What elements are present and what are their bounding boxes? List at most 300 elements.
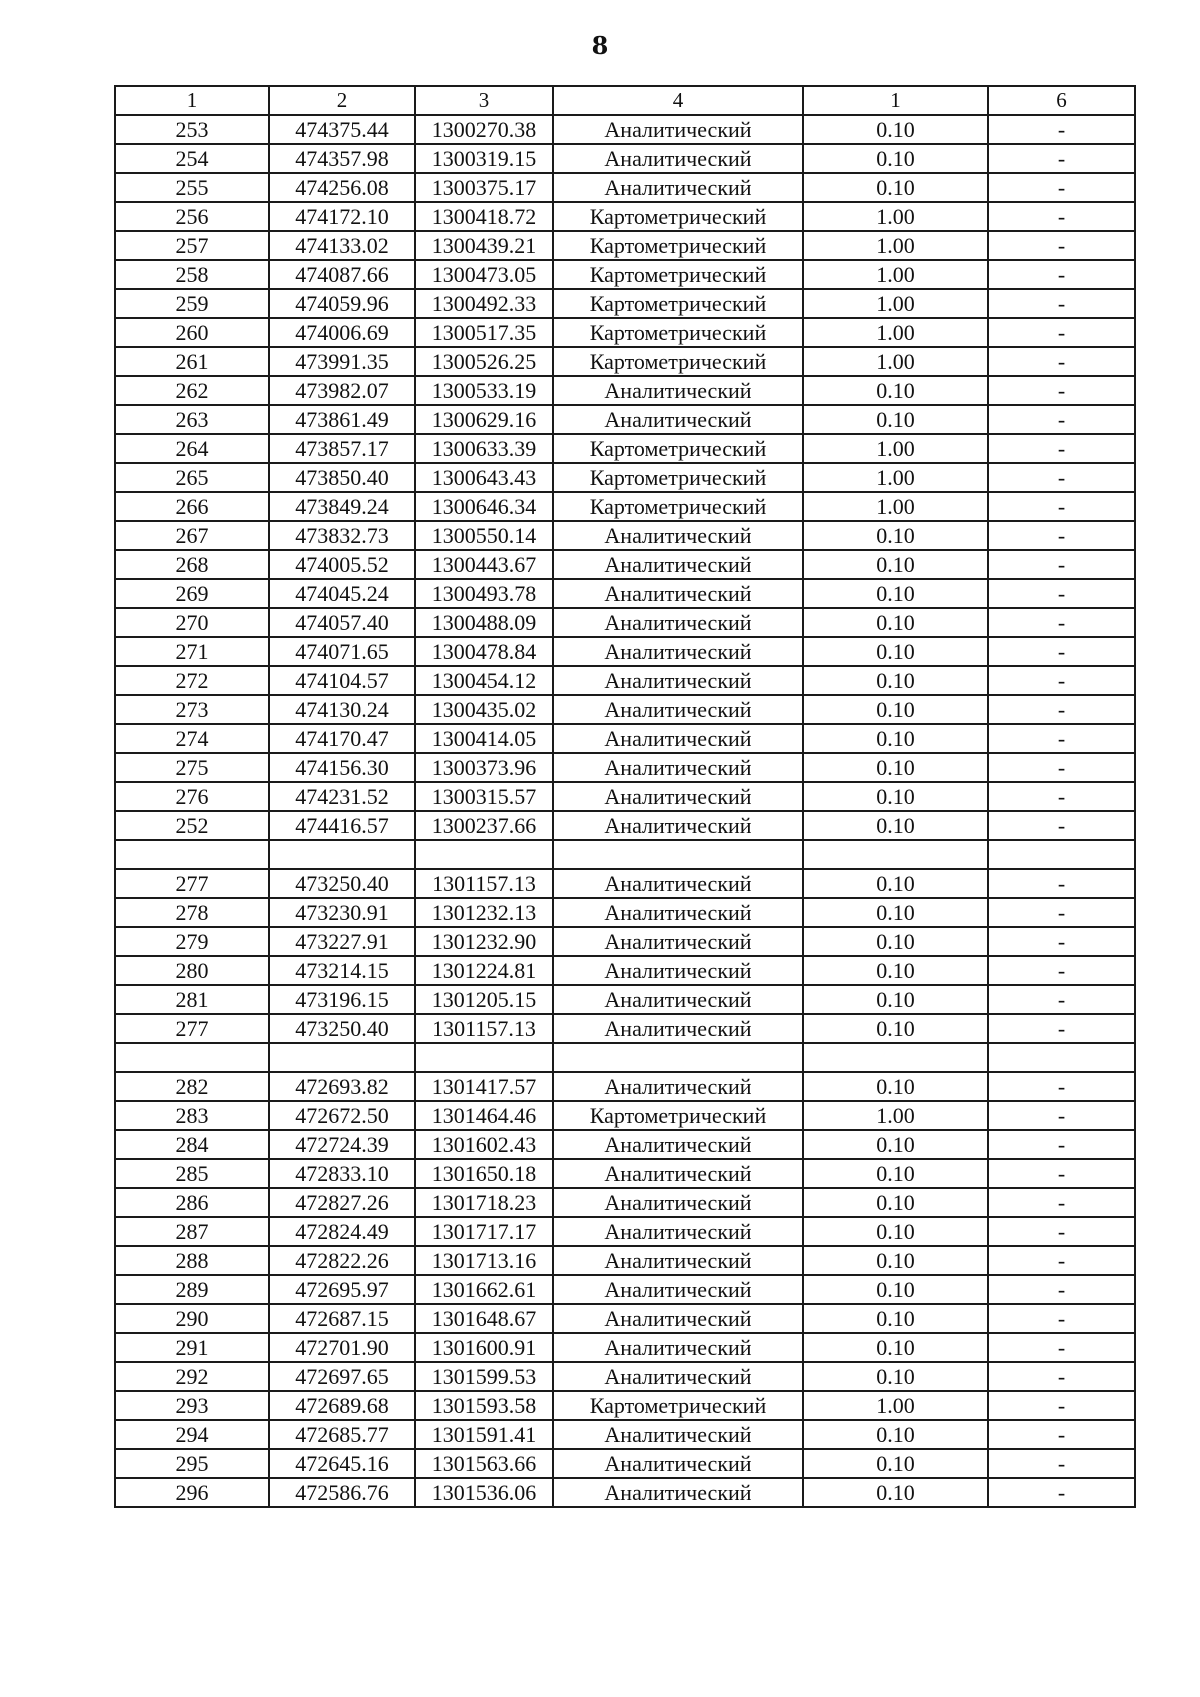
table-row [115,318,1135,347]
point-number-cell: 260 [115,318,269,347]
accuracy-cell: 0.10 [803,927,988,956]
point-number-cell: 289 [115,1275,269,1304]
x-coordinate-cell: 473227.91 [269,927,415,956]
accuracy-cell: 0.10 [803,811,988,840]
y-coordinate-cell: 1300492.33 [415,289,553,318]
method-cell: Аналитический [553,1449,803,1478]
accuracy-cell: 0.10 [803,985,988,1014]
point-number-cell: 283 [115,1101,269,1130]
point-number-cell: 293 [115,1391,269,1420]
table-row [115,782,1135,811]
accuracy-cell: 0.10 [803,1188,988,1217]
column-header-5: 1 [803,86,988,115]
point-number-cell: 264 [115,434,269,463]
accuracy-cell: 0.10 [803,579,988,608]
method-cell: Картометрический [553,434,803,463]
accuracy-cell: 0.10 [803,173,988,202]
method-cell: Аналитический [553,985,803,1014]
x-coordinate-cell: 474057.40 [269,608,415,637]
method-cell: Аналитический [553,1333,803,1362]
accuracy-cell: 1.00 [803,318,988,347]
point-number-cell: 277 [115,1014,269,1043]
y-coordinate-cell: 1301602.43 [415,1130,553,1159]
x-coordinate-cell: 474059.96 [269,289,415,318]
method-cell: Аналитический [553,1246,803,1275]
point-number-cell: 281 [115,985,269,1014]
point-number-cell: 252 [115,811,269,840]
point-number-cell: 273 [115,695,269,724]
note-cell: - [988,231,1135,260]
x-coordinate-cell: 474104.57 [269,666,415,695]
method-cell: Аналитический [553,1188,803,1217]
accuracy-cell: 0.10 [803,724,988,753]
method-cell: Аналитический [553,666,803,695]
note-cell: - [988,753,1135,782]
header-row [115,86,1135,115]
point-number-cell: 267 [115,521,269,550]
accuracy-cell: 0.10 [803,1217,988,1246]
point-number-cell: 280 [115,956,269,985]
table-row [115,347,1135,376]
accuracy-cell: 0.10 [803,956,988,985]
x-coordinate-cell: 474071.65 [269,637,415,666]
table-row [115,956,1135,985]
x-coordinate-cell: 472697.65 [269,1362,415,1391]
y-coordinate-cell: 1300454.12 [415,666,553,695]
y-coordinate-cell: 1300237.66 [415,811,553,840]
y-coordinate-cell: 1301717.17 [415,1217,553,1246]
y-coordinate-cell: 1300414.05 [415,724,553,753]
x-coordinate-cell: 474156.30 [269,753,415,782]
y-coordinate-cell: 1301648.67 [415,1304,553,1333]
x-coordinate-cell: 474087.66 [269,260,415,289]
y-coordinate-cell: 1301662.61 [415,1275,553,1304]
note-cell: - [988,637,1135,666]
y-coordinate-cell: 1301600.91 [415,1333,553,1362]
y-coordinate-cell: 1300315.57 [415,782,553,811]
table-row [115,202,1135,231]
table-row [115,1188,1135,1217]
method-cell: Аналитический [553,782,803,811]
method-cell [553,1043,803,1072]
accuracy-cell: 0.10 [803,405,988,434]
point-number-cell: 261 [115,347,269,376]
x-coordinate-cell: 472645.16 [269,1449,415,1478]
note-cell: - [988,1101,1135,1130]
accuracy-cell: 1.00 [803,289,988,318]
method-cell: Аналитический [553,869,803,898]
accuracy-cell: 0.10 [803,666,988,695]
y-coordinate-cell: 1300373.96 [415,753,553,782]
y-coordinate-cell: 1300375.17 [415,173,553,202]
x-coordinate-cell: 473214.15 [269,956,415,985]
separator-row [115,1043,1135,1072]
method-cell: Картометрический [553,202,803,231]
note-cell: - [988,318,1135,347]
y-coordinate-cell: 1301157.13 [415,1014,553,1043]
table-row [115,1420,1135,1449]
accuracy-cell: 0.10 [803,1478,988,1507]
method-cell: Картометрический [553,1391,803,1420]
y-coordinate-cell: 1300493.78 [415,579,553,608]
note-cell: - [988,1072,1135,1101]
table-row [115,115,1135,144]
note-cell: - [988,811,1135,840]
y-coordinate-cell: 1300646.34 [415,492,553,521]
method-cell: Аналитический [553,550,803,579]
method-cell: Аналитический [553,115,803,144]
accuracy-cell: 0.10 [803,1304,988,1333]
y-coordinate-cell: 1300517.35 [415,318,553,347]
method-cell: Аналитический [553,1072,803,1101]
method-cell: Аналитический [553,1420,803,1449]
point-number-cell: 287 [115,1217,269,1246]
note-cell: - [988,463,1135,492]
note-cell: - [988,1014,1135,1043]
accuracy-cell: 0.10 [803,521,988,550]
note-cell: - [988,347,1135,376]
table-row [115,1072,1135,1101]
note-cell: - [988,144,1135,173]
x-coordinate-cell: 472689.68 [269,1391,415,1420]
y-coordinate-cell: 1301713.16 [415,1246,553,1275]
y-coordinate-cell: 1300629.16 [415,405,553,434]
point-number-cell: 256 [115,202,269,231]
note-cell: - [988,202,1135,231]
y-coordinate-cell: 1301232.90 [415,927,553,956]
y-coordinate-cell: 1300526.25 [415,347,553,376]
x-coordinate-cell: 472586.76 [269,1478,415,1507]
accuracy-cell: 0.10 [803,1362,988,1391]
table-row [115,579,1135,608]
point-number-cell: 272 [115,666,269,695]
method-cell: Аналитический [553,1478,803,1507]
x-coordinate-cell: 472824.49 [269,1217,415,1246]
point-number-cell: 265 [115,463,269,492]
note-cell: - [988,1159,1135,1188]
point-number-cell: 255 [115,173,269,202]
table-row [115,144,1135,173]
table-row [115,521,1135,550]
note-cell: - [988,898,1135,927]
x-coordinate-cell [269,1043,415,1072]
point-number-cell: 263 [115,405,269,434]
accuracy-cell [803,840,988,869]
note-cell: - [988,927,1135,956]
y-coordinate-cell [415,840,553,869]
x-coordinate-cell: 474130.24 [269,695,415,724]
method-cell: Аналитический [553,753,803,782]
y-coordinate-cell: 1301417.57 [415,1072,553,1101]
note-cell: - [988,579,1135,608]
table-row [115,1333,1135,1362]
table-row [115,608,1135,637]
y-coordinate-cell: 1301224.81 [415,956,553,985]
table-row [115,231,1135,260]
method-cell: Аналитический [553,956,803,985]
method-cell: Картометрический [553,318,803,347]
x-coordinate-cell: 472827.26 [269,1188,415,1217]
method-cell: Аналитический [553,608,803,637]
point-number-cell: 254 [115,144,269,173]
accuracy-cell: 0.10 [803,1246,988,1275]
method-cell: Аналитический [553,1014,803,1043]
accuracy-cell: 0.10 [803,695,988,724]
accuracy-cell: 0.10 [803,1333,988,1362]
point-number-cell: 278 [115,898,269,927]
method-cell: Аналитический [553,376,803,405]
method-cell: Аналитический [553,927,803,956]
y-coordinate-cell: 1301464.46 [415,1101,553,1130]
table-row [115,1159,1135,1188]
method-cell: Аналитический [553,637,803,666]
accuracy-cell: 0.10 [803,376,988,405]
table-row [115,1449,1135,1478]
note-cell: - [988,985,1135,1014]
method-cell: Аналитический [553,405,803,434]
note-cell: - [988,376,1135,405]
y-coordinate-cell: 1301205.15 [415,985,553,1014]
point-number-cell: 277 [115,869,269,898]
y-coordinate-cell: 1300270.38 [415,115,553,144]
note-cell: - [988,695,1135,724]
y-coordinate-cell: 1300473.05 [415,260,553,289]
accuracy-cell: 0.10 [803,1275,988,1304]
column-header-2: 2 [269,86,415,115]
table-row [115,1130,1135,1159]
x-coordinate-cell: 474375.44 [269,115,415,144]
accuracy-cell: 1.00 [803,434,988,463]
accuracy-cell: 1.00 [803,1101,988,1130]
accuracy-cell: 1.00 [803,260,988,289]
method-cell: Аналитический [553,695,803,724]
point-number-cell: 288 [115,1246,269,1275]
y-coordinate-cell [415,1043,553,1072]
note-cell: - [988,956,1135,985]
table-row [115,724,1135,753]
table-row [115,869,1135,898]
note-cell: - [988,405,1135,434]
table-row [115,289,1135,318]
y-coordinate-cell: 1300478.84 [415,637,553,666]
x-coordinate-cell: 473230.91 [269,898,415,927]
table-row [115,1391,1135,1420]
x-coordinate-cell: 474005.52 [269,550,415,579]
y-coordinate-cell: 1300488.09 [415,608,553,637]
y-coordinate-cell: 1301718.23 [415,1188,553,1217]
point-number-cell: 270 [115,608,269,637]
x-coordinate-cell: 472701.90 [269,1333,415,1362]
x-coordinate-cell: 473857.17 [269,434,415,463]
x-coordinate-cell: 472685.77 [269,1420,415,1449]
x-coordinate-cell: 473832.73 [269,521,415,550]
accuracy-cell: 0.10 [803,782,988,811]
note-cell: - [988,869,1135,898]
note-cell: - [988,1333,1135,1362]
point-number-cell: 279 [115,927,269,956]
note-cell: - [988,1275,1135,1304]
method-cell: Картометрический [553,260,803,289]
table-row [115,405,1135,434]
point-number-cell: 268 [115,550,269,579]
point-number-cell [115,1043,269,1072]
table-row [115,753,1135,782]
point-number-cell: 266 [115,492,269,521]
x-coordinate-cell: 473196.15 [269,985,415,1014]
table-row [115,985,1135,1014]
point-number-cell: 295 [115,1449,269,1478]
x-coordinate-cell: 472672.50 [269,1101,415,1130]
table-row [115,927,1135,956]
note-cell: - [988,1362,1135,1391]
note-cell: - [988,1246,1135,1275]
point-number-cell: 282 [115,1072,269,1101]
y-coordinate-cell: 1300418.72 [415,202,553,231]
accuracy-cell: 0.10 [803,898,988,927]
table-body [115,115,1135,1507]
method-cell: Аналитический [553,898,803,927]
x-coordinate-cell: 474231.52 [269,782,415,811]
note-cell: - [988,1478,1135,1507]
table-row [115,811,1135,840]
table-row [115,898,1135,927]
y-coordinate-cell: 1301563.66 [415,1449,553,1478]
point-number-cell: 294 [115,1420,269,1449]
point-number-cell: 296 [115,1478,269,1507]
accuracy-cell: 0.10 [803,637,988,666]
table-row [115,1246,1135,1275]
table-row [115,260,1135,289]
note-cell: - [988,1217,1135,1246]
point-number-cell: 275 [115,753,269,782]
x-coordinate-cell: 472833.10 [269,1159,415,1188]
table-row [115,1478,1135,1507]
accuracy-cell: 1.00 [803,1391,988,1420]
method-cell: Аналитический [553,579,803,608]
x-coordinate-cell: 473861.49 [269,405,415,434]
x-coordinate-cell: 473849.24 [269,492,415,521]
method-cell: Аналитический [553,724,803,753]
y-coordinate-cell: 1301599.53 [415,1362,553,1391]
point-number-cell: 257 [115,231,269,260]
x-coordinate-cell: 474172.10 [269,202,415,231]
note-cell: - [988,1420,1135,1449]
table-row [115,492,1135,521]
method-cell: Картометрический [553,1101,803,1130]
y-coordinate-cell: 1300643.43 [415,463,553,492]
x-coordinate-cell: 473991.35 [269,347,415,376]
table-row [115,434,1135,463]
y-coordinate-cell: 1300435.02 [415,695,553,724]
method-cell: Картометрический [553,231,803,260]
method-cell: Аналитический [553,173,803,202]
note-cell: - [988,1304,1135,1333]
table-row [115,376,1135,405]
accuracy-cell: 0.10 [803,115,988,144]
note-cell: - [988,521,1135,550]
table-row [115,550,1135,579]
coordinates-table [114,85,1136,1508]
note-cell: - [988,260,1135,289]
table-row [115,1304,1135,1333]
table-header [115,86,1135,115]
accuracy-cell: 1.00 [803,202,988,231]
table-row [115,463,1135,492]
note-cell: - [988,550,1135,579]
note-cell [988,1043,1135,1072]
method-cell: Аналитический [553,1275,803,1304]
separator-row [115,840,1135,869]
x-coordinate-cell: 474006.69 [269,318,415,347]
x-coordinate-cell: 472687.15 [269,1304,415,1333]
table-row [115,1362,1135,1391]
accuracy-cell: 1.00 [803,347,988,376]
x-coordinate-cell: 474357.98 [269,144,415,173]
method-cell: Аналитический [553,1130,803,1159]
x-coordinate-cell: 473250.40 [269,869,415,898]
table-row [115,1101,1135,1130]
column-header-4: 4 [553,86,803,115]
x-coordinate-cell [269,840,415,869]
note-cell: - [988,289,1135,318]
method-cell: Картометрический [553,463,803,492]
x-coordinate-cell: 474133.02 [269,231,415,260]
method-cell: Аналитический [553,1159,803,1188]
accuracy-cell [803,1043,988,1072]
accuracy-cell: 0.10 [803,1014,988,1043]
point-number-cell: 286 [115,1188,269,1217]
x-coordinate-cell: 473982.07 [269,376,415,405]
accuracy-cell: 1.00 [803,492,988,521]
point-number-cell: 259 [115,289,269,318]
x-coordinate-cell: 473850.40 [269,463,415,492]
accuracy-cell: 0.10 [803,608,988,637]
point-number-cell: 292 [115,1362,269,1391]
page-number: 8 [591,31,609,60]
accuracy-cell: 0.10 [803,144,988,173]
note-cell: - [988,1188,1135,1217]
note-cell: - [988,492,1135,521]
y-coordinate-cell: 1301232.13 [415,898,553,927]
point-number-cell: 291 [115,1333,269,1362]
method-cell: Аналитический [553,811,803,840]
note-cell: - [988,173,1135,202]
y-coordinate-cell: 1300550.14 [415,521,553,550]
table-row [115,1217,1135,1246]
accuracy-cell: 0.10 [803,1159,988,1188]
table-row [115,173,1135,202]
table-row [115,637,1135,666]
method-cell: Аналитический [553,1217,803,1246]
note-cell: - [988,608,1135,637]
note-cell: - [988,1449,1135,1478]
method-cell: Аналитический [553,144,803,173]
method-cell: Аналитический [553,521,803,550]
y-coordinate-cell: 1301157.13 [415,869,553,898]
method-cell: Картометрический [553,492,803,521]
point-number-cell: 285 [115,1159,269,1188]
table-row [115,666,1135,695]
column-header-6: 6 [988,86,1135,115]
note-cell: - [988,666,1135,695]
y-coordinate-cell: 1300443.67 [415,550,553,579]
x-coordinate-cell: 472724.39 [269,1130,415,1159]
x-coordinate-cell: 474416.57 [269,811,415,840]
y-coordinate-cell: 1300533.19 [415,376,553,405]
accuracy-cell: 0.10 [803,550,988,579]
method-cell: Аналитический [553,1362,803,1391]
table-row [115,695,1135,724]
